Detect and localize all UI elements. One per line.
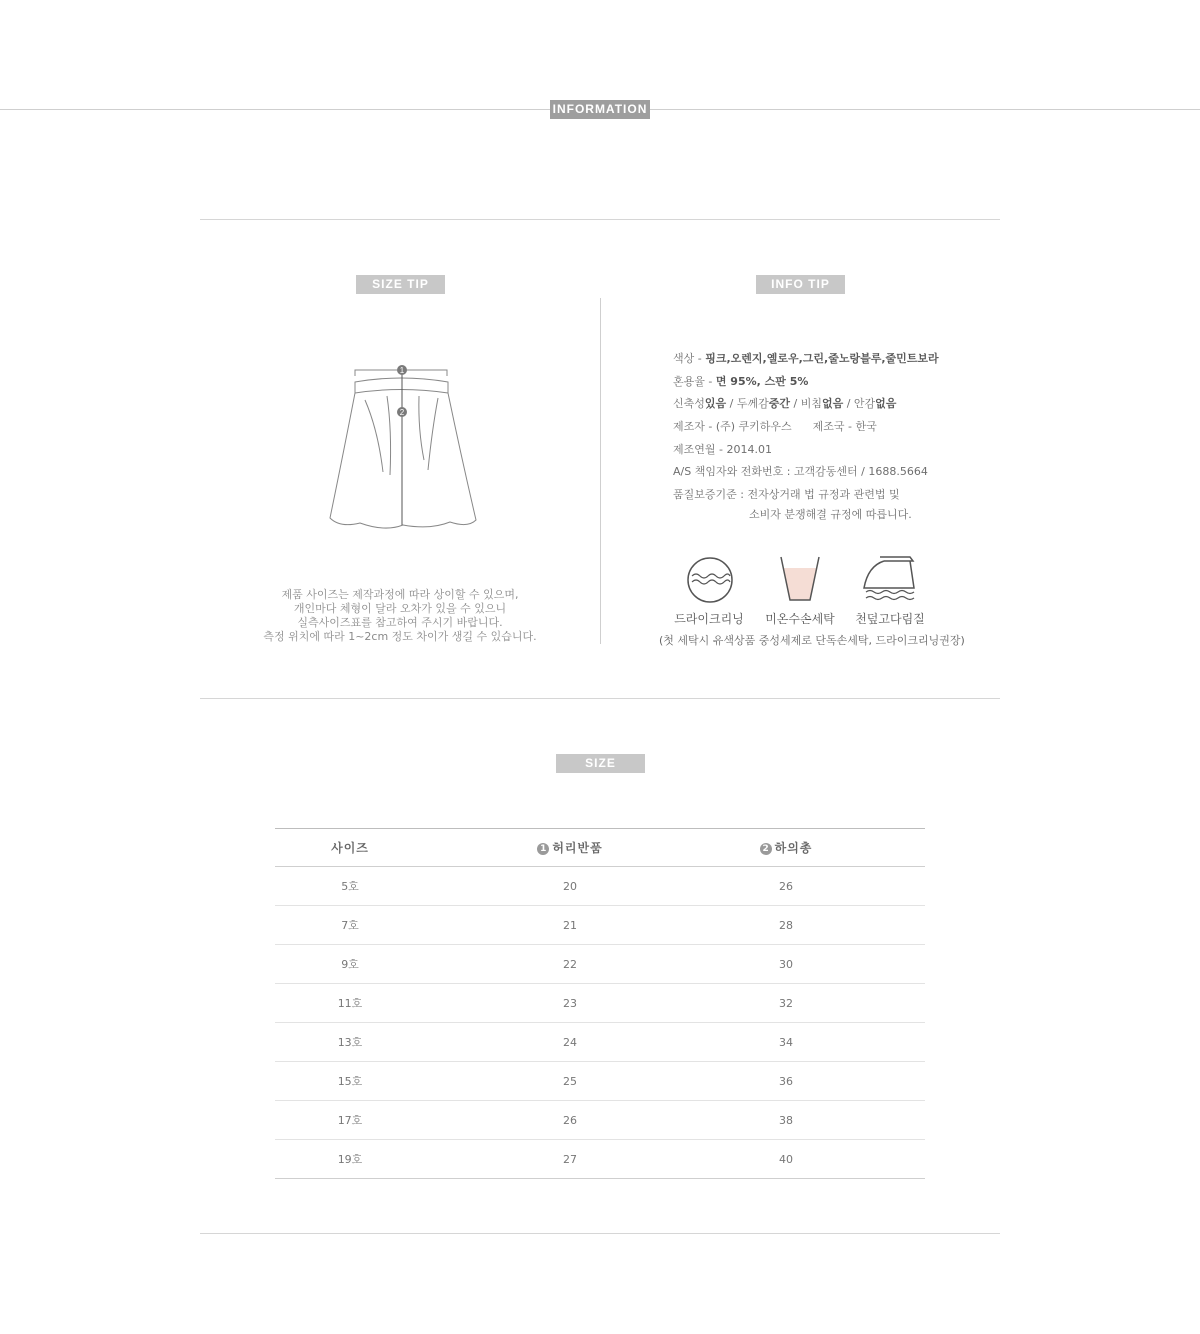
cell-waist: 20 (563, 879, 577, 893)
size-tip-caption-line: 실측사이즈표를 참고하여 주시기 바랍니다. (297, 616, 503, 629)
info-sheer-label: / 비침 (790, 397, 822, 410)
section-divider-bottom (200, 1233, 1000, 1234)
cell-size: 7호 (341, 919, 359, 932)
cell-spacer (857, 984, 925, 1023)
cell-spacer (857, 1140, 925, 1179)
information-tag: INFORMATION (550, 100, 650, 119)
care-label-dry-clean: 드라이크리닝 (674, 612, 744, 626)
info-quality-line-2: 소비자 분쟁해결 규정에 따릅니다. (749, 508, 912, 521)
info-thickness-label: / 두께감 (726, 397, 769, 410)
header-size: 사이즈 (331, 841, 369, 855)
info-date: 제조연월 - 2014.01 (673, 443, 772, 456)
cell-waist: 26 (563, 1113, 577, 1127)
info-color (673, 350, 939, 366)
header-length (715, 829, 857, 867)
header-length-label: 하의총 (774, 841, 813, 855)
header-spacer (857, 829, 925, 867)
size-tag: SIZE (556, 754, 645, 773)
size-tip-caption-line: 측정 위치에 따라 1~2cm 정도 차이가 생길 수 있습니다. (263, 630, 537, 643)
table-row (275, 945, 925, 984)
care-label-iron: 천덮고다림질 (855, 612, 925, 626)
info-as-contact: A/S 책임자와 전화번호 : 고객감동센터 / 1688.5664 (673, 465, 928, 478)
skirt-diagram (320, 360, 490, 535)
cell-waist: 24 (563, 1035, 577, 1049)
cell-waist: 27 (563, 1152, 577, 1166)
info-thickness-value: 중간 (768, 397, 790, 410)
info-color-value: 핑크,오렌지,옐로우,그린,줄노랑블루,줄민트보라 (705, 352, 939, 365)
cell-spacer (857, 867, 925, 906)
cell-size: 17호 (337, 1114, 363, 1127)
size-tip-caption-line: 제품 사이즈는 제작과정에 따라 상이할 수 있으며, (281, 588, 519, 601)
column-divider (600, 298, 601, 644)
info-stretch-label: 신축성 (673, 397, 705, 410)
header-waist (425, 829, 715, 867)
cell-waist: 21 (563, 918, 577, 932)
iron-with-cloth-icon (858, 554, 918, 604)
info-tip-tag: INFO TIP (756, 275, 845, 294)
cell-length: 32 (779, 996, 793, 1010)
cell-length: 30 (779, 957, 793, 971)
info-lining-value: 없음 (875, 397, 897, 410)
cell-spacer (857, 906, 925, 945)
table-row (275, 1101, 925, 1140)
lukewarm-handwash-icon (776, 554, 824, 604)
header-waist-label: 허리반품 (552, 841, 603, 855)
cell-length: 36 (779, 1074, 793, 1088)
cell-length: 28 (779, 918, 793, 932)
cell-waist: 22 (563, 957, 577, 971)
table-row (275, 906, 925, 945)
cell-size: 13호 (337, 1036, 363, 1049)
info-lining-label: / 안감 (843, 397, 876, 410)
marker-2-label: 2 (399, 408, 405, 417)
size-table-header (275, 829, 925, 867)
cell-size: 11호 (337, 997, 363, 1010)
cell-length: 34 (779, 1035, 793, 1049)
cell-spacer (857, 1101, 925, 1140)
info-fabric (673, 373, 808, 389)
size-table (275, 828, 925, 1179)
cell-waist: 25 (563, 1074, 577, 1088)
table-row (275, 1140, 925, 1179)
info-properties (673, 395, 896, 411)
info-maker: 제조자 - (주) 쿠키하우스 제조국 - 한국 (673, 420, 877, 433)
cell-spacer (857, 1023, 925, 1062)
cell-size: 19호 (337, 1153, 363, 1166)
table-row (275, 1062, 925, 1101)
care-note: (첫 세탁시 유색상품 중성세제로 단독손세탁, 드라이크리닝권장) (659, 634, 965, 647)
info-fabric-value: 면 95%, 스판 5% (715, 375, 809, 388)
marker-1-label: 1 (399, 366, 405, 375)
marker-2-icon: 2 (760, 843, 772, 855)
cell-size: 5호 (341, 880, 359, 893)
info-sheer-value: 없음 (821, 397, 844, 410)
cell-length: 26 (779, 879, 793, 893)
info-color-label: 색상 - (673, 352, 706, 365)
table-row (275, 1023, 925, 1062)
cell-spacer (857, 945, 925, 984)
table-row (275, 867, 925, 906)
section-divider-top (200, 219, 1000, 220)
cell-waist: 23 (563, 996, 577, 1010)
cell-length: 38 (779, 1113, 793, 1127)
table-row (275, 984, 925, 1023)
cell-size: 15호 (337, 1075, 363, 1088)
cell-spacer (857, 1062, 925, 1101)
info-stretch-value: 있음 (704, 397, 727, 410)
size-tip-tag: SIZE TIP (356, 275, 445, 294)
info-quality-line-1: 품질보증기준 : 전자상거래 법 규정과 관련법 및 (673, 488, 900, 501)
dry-clean-icon (684, 554, 736, 606)
cell-size: 9호 (341, 958, 359, 971)
size-tip-caption (240, 588, 560, 644)
size-table-body (275, 867, 925, 1179)
section-divider-middle (200, 698, 1000, 699)
size-tip-caption-line: 개인마다 체형이 달라 오차가 있을 수 있으니 (293, 602, 507, 615)
info-fabric-label: 혼용율 - (673, 375, 716, 388)
marker-1-icon: 1 (537, 843, 549, 855)
care-label-handwash: 미온수손세탁 (765, 612, 835, 626)
cell-length: 40 (779, 1152, 793, 1166)
